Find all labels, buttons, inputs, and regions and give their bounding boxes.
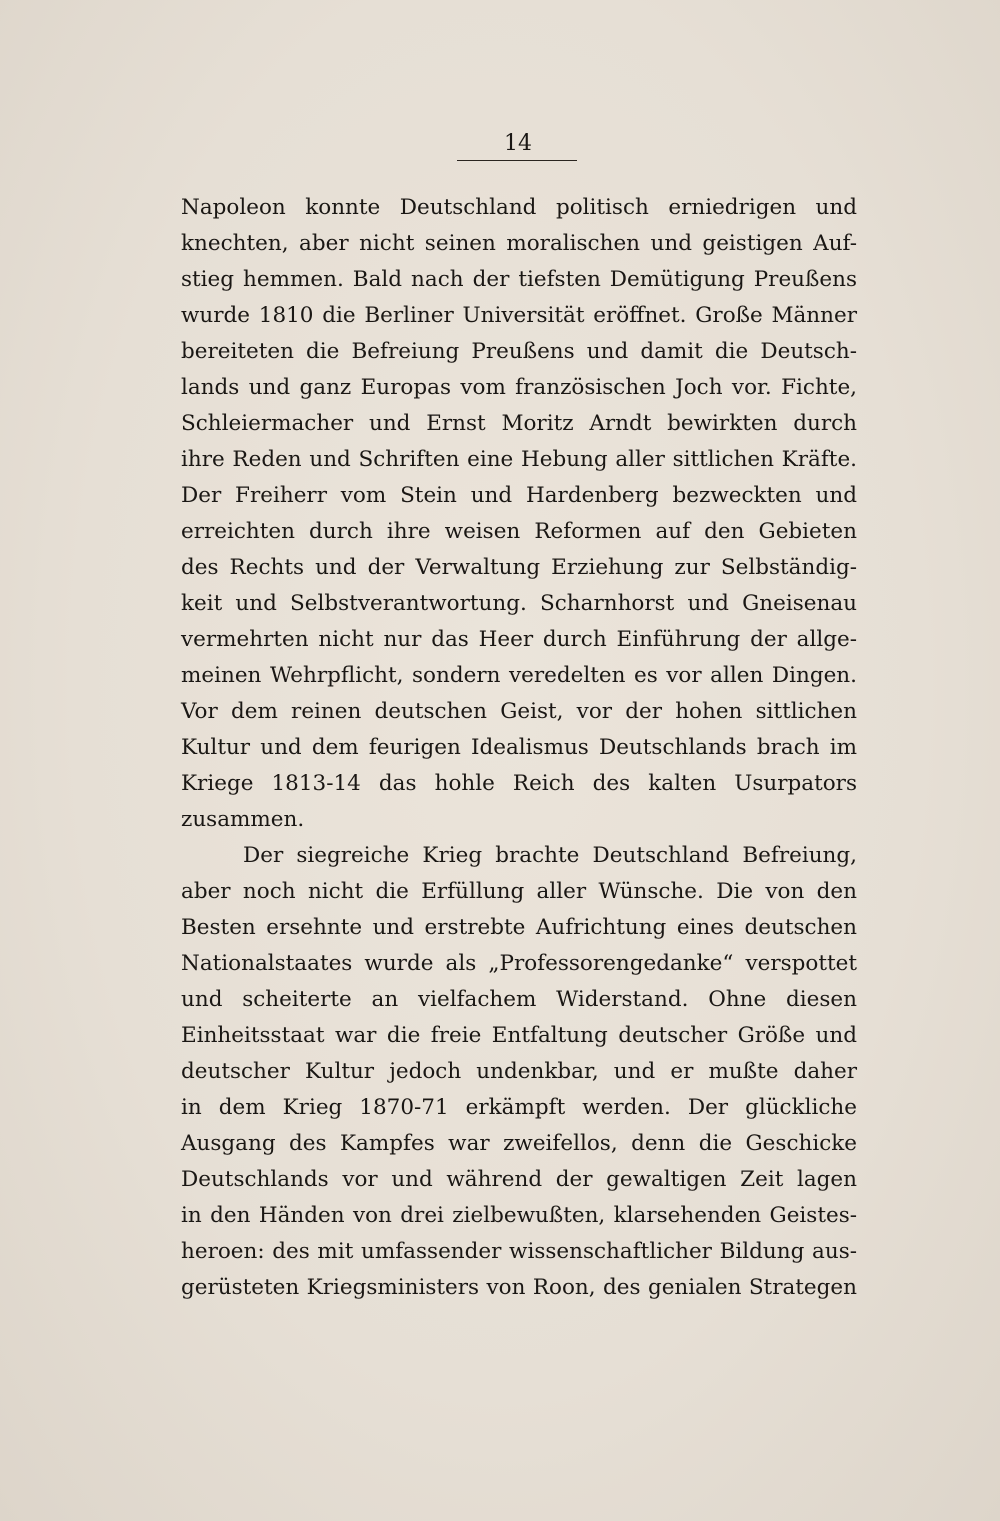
text-line: Der Freiherr vom Stein und Hardenberg bezweckten und <box>181 483 857 508</box>
text-line: in den Händen von drei zielbewußten, klarsehenden Geistes- <box>181 1203 857 1228</box>
text-line: bereiteten die Befreiung Preußens und damit die Deutsch- <box>181 339 857 364</box>
text-line: Kultur und dem feurigen Idealismus Deutschlands brach im <box>181 735 857 760</box>
text-line: erreichten durch ihre weisen Reformen auf den Gebieten <box>181 519 857 544</box>
paragraph-1 <box>181 190 857 838</box>
header-rule <box>457 160 577 161</box>
text-line: Nationalstaates wurde als „Professorengedanke“ verspottet <box>181 951 857 976</box>
page-number: 14 <box>504 131 532 156</box>
text-line: in dem Krieg 1870-71 erkämpft werden. Der glückliche <box>181 1095 857 1120</box>
text-line: Vor dem reinen deutschen Geist, vor der hohen sittlichen <box>181 699 857 724</box>
paragraph-2 <box>181 838 857 1306</box>
text-line: heroen: des mit umfassender wissenschaftlicher Bildung aus- <box>181 1239 857 1264</box>
text-line: des Rechts und der Verwaltung Erziehung zur Selbständig- <box>181 555 857 580</box>
text-line: Einheitsstaat war die freie Entfaltung deutscher Größe und <box>181 1023 857 1048</box>
text-line: zusammen. <box>181 807 305 832</box>
text-line: Ausgang des Kampfes war zweifellos, denn die Geschicke <box>181 1131 857 1156</box>
text-line: Der siegreiche Krieg brachte Deutschland Befreiung, <box>243 843 857 868</box>
text-line: lands und ganz Europas vom französischen Joch vor. Fichte, <box>181 375 857 400</box>
text-line: gerüsteten Kriegsministers von Roon, des genialen Strategen <box>181 1275 857 1300</box>
text-line: stieg hemmen. Bald nach der tiefsten Demütigung Preußens <box>181 267 857 292</box>
text-line: Deutschlands vor und während der gewaltigen Zeit lagen <box>181 1167 857 1192</box>
text-line: meinen Wehrpflicht, sondern veredelten es vor allen Dingen. <box>181 663 857 688</box>
text-line: deutscher Kultur jedoch undenkbar, und er mußte daher <box>181 1059 857 1084</box>
text-line: wurde 1810 die Berliner Universität eröffnet. Große Männer <box>181 303 857 328</box>
text-line: vermehrten nicht nur das Heer durch Einführung der allge- <box>181 627 857 652</box>
text-line: und scheiterte an vielfachem Widerstand. Ohne diesen <box>181 987 857 1012</box>
text-line: Schleiermacher und Ernst Moritz Arndt bewirkten durch <box>181 411 857 436</box>
text-line: aber noch nicht die Erfüllung aller Wünsche. Die von den <box>181 879 857 904</box>
text-line: keit und Selbstverantwortung. Scharnhorst und Gneisenau <box>181 591 857 616</box>
text-line: Kriege 1813-14 das hohle Reich des kalten Usurpators <box>181 771 857 796</box>
text-line: knechten, aber nicht seinen moralischen und geistigen Auf- <box>181 231 857 256</box>
text-line: ihre Reden und Schriften eine Hebung aller sittlichen Kräfte. <box>181 447 857 472</box>
body-text <box>181 190 857 1306</box>
text-line: Napoleon konnte Deutschland politisch erniedrigen und <box>181 195 857 220</box>
text-line: Besten ersehnte und erstrebte Aufrichtung eines deutschen <box>181 915 857 940</box>
